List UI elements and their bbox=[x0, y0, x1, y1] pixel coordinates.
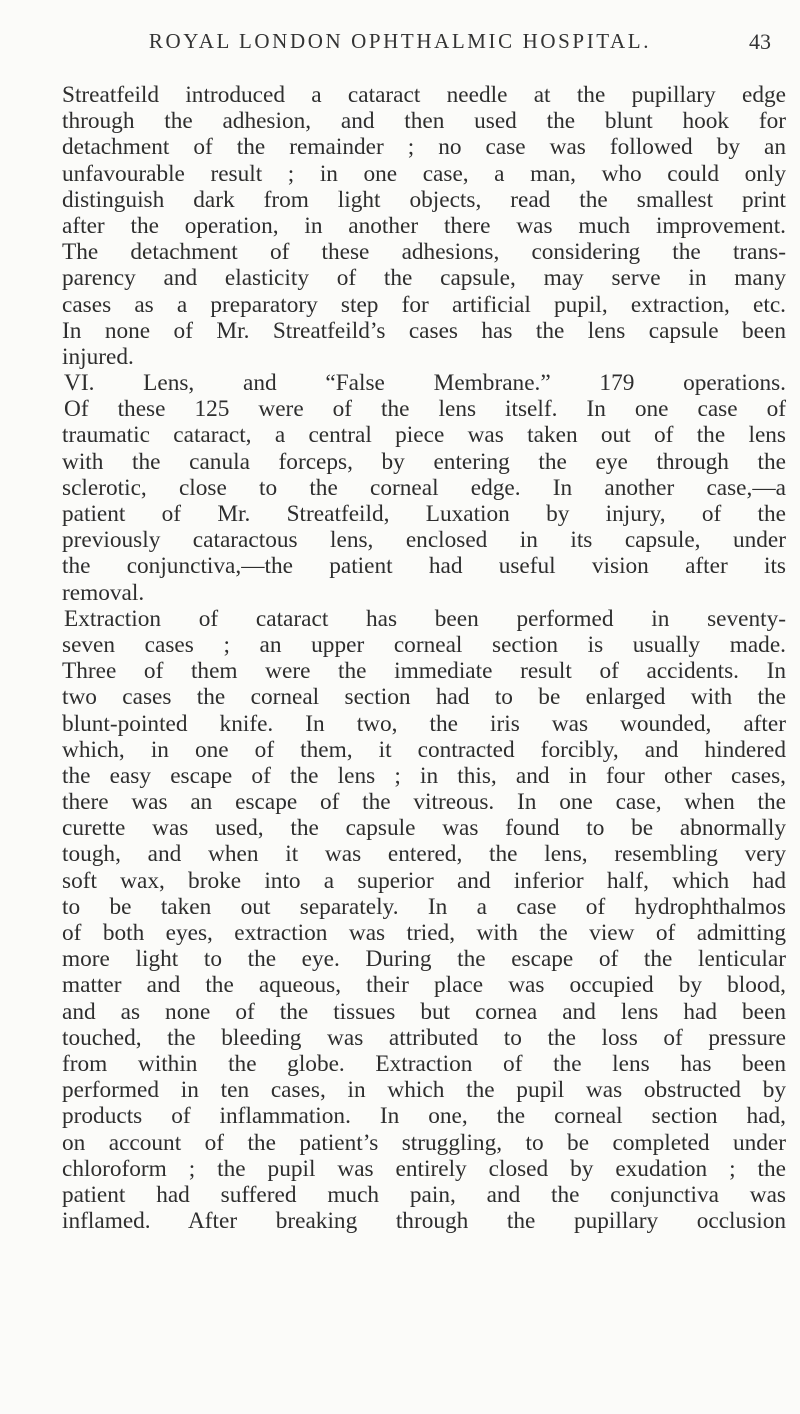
text-line: more light to the eye. During the escape of the lenticular bbox=[62, 946, 786, 973]
text-line: which, in one of them, it contracted forcibly, and hindered bbox=[62, 736, 786, 763]
text-line: to be taken out separately. In a case of hydrophthalmos bbox=[62, 893, 786, 920]
text-line: injured. bbox=[62, 343, 134, 370]
text-line: seven cases ; an upper corneal section is usually made. bbox=[62, 631, 786, 658]
text-line: through the adhesion, and then used the blunt hook for bbox=[62, 108, 786, 135]
text-line: Of these 125 were of the lens itself. In one case of bbox=[64, 396, 786, 423]
text-line: two cases the corneal section had to be enlarged with the bbox=[62, 684, 786, 711]
text-line: cases as a preparatory step for artificial pupil, extraction, etc. bbox=[62, 291, 786, 318]
text-line: traumatic cataract, a central piece was taken out of the lens bbox=[62, 422, 786, 449]
text-line: and as none of the tissues but cornea and lens had been bbox=[62, 998, 786, 1025]
text-line: blunt-pointed knife. In two, the iris was wounded, after bbox=[62, 710, 786, 737]
text-line: removal. bbox=[62, 579, 145, 606]
text-line: tough, and when it was entered, the lens, resembling very bbox=[62, 841, 786, 868]
text-line: performed in ten cases, in which the pupil was obstructed by bbox=[62, 1077, 786, 1104]
text-line: there was an escape of the vitreous. In one case, when the bbox=[62, 789, 786, 816]
text-line: previously cataractous lens, enclosed in its capsule, under bbox=[62, 527, 786, 554]
text-line: of both eyes, extraction was tried, with the view of admitting bbox=[62, 920, 786, 946]
text-line: on account of the patient’s struggling, to be completed under bbox=[62, 1129, 786, 1156]
text-line: touched, the bleeding was attributed to the loss of pressure bbox=[62, 1024, 786, 1051]
text-line: Streatfeild introduced a cataract needle at the pupillary edge bbox=[62, 82, 786, 108]
running-head bbox=[0, 26, 800, 66]
text-line: The detachment of these adhesions, considering the trans- bbox=[62, 239, 786, 266]
page-number: 43 bbox=[749, 29, 771, 54]
text-line: distinguish dark from light objects, read the smallest print bbox=[62, 186, 786, 213]
text-line: the conjunctiva,—the patient had useful vision after its bbox=[62, 553, 786, 580]
text-line: Extraction of cataract has been performed in seventy- bbox=[64, 605, 786, 632]
text-line: inflamed. After breaking through the pupillary occlusion bbox=[62, 1208, 786, 1235]
text-line: parency and elasticity of the capsule, may serve in many bbox=[62, 265, 786, 292]
text-line: chloroform ; the pupil was entirely closed by exudation ; the bbox=[62, 1155, 786, 1182]
text-line: the easy escape of the lens ; in this, and in four other cases, bbox=[62, 762, 786, 789]
text-line: after the operation, in another there was much improvement. bbox=[62, 212, 786, 239]
text-line: patient had suffered much pain, and the conjunctiva was bbox=[62, 1181, 786, 1208]
text-line: In none of Mr. Streatfeild’s cases has the lens capsule been bbox=[62, 317, 786, 344]
body-text bbox=[62, 82, 786, 1234]
text-line: Three of them were the immediate result of accidents. In bbox=[62, 658, 786, 685]
running-title: ROYAL LONDON OPHTHALMIC HOSPITAL. bbox=[148, 29, 652, 53]
text-line: with the canula forceps, by entering the eye through the bbox=[62, 448, 786, 475]
text-line: products of inflammation. In one, the corneal section had, bbox=[62, 1103, 786, 1130]
text-line: curette was used, the capsule was found to be abnormally bbox=[62, 815, 786, 842]
section-heading-line: VI. Lens, and “False Membrane.” 179 operations. bbox=[64, 370, 786, 397]
text-line: unfavourable result ; in one case, a man, who could only bbox=[62, 160, 786, 187]
text-line: matter and the aqueous, their place was occupied by blood, bbox=[62, 972, 786, 999]
text-line: from within the globe. Extraction of the lens has been bbox=[62, 1050, 786, 1077]
text-line: detachment of the remainder ; no case was followed by an bbox=[62, 134, 786, 161]
text-line: patient of Mr. Streatfeild, Luxation by injury, of the bbox=[62, 501, 786, 527]
text-line: soft wax, broke into a superior and inferior half, which had bbox=[62, 867, 786, 894]
text-line: sclerotic, close to the corneal edge. In another case,—a bbox=[62, 474, 786, 501]
